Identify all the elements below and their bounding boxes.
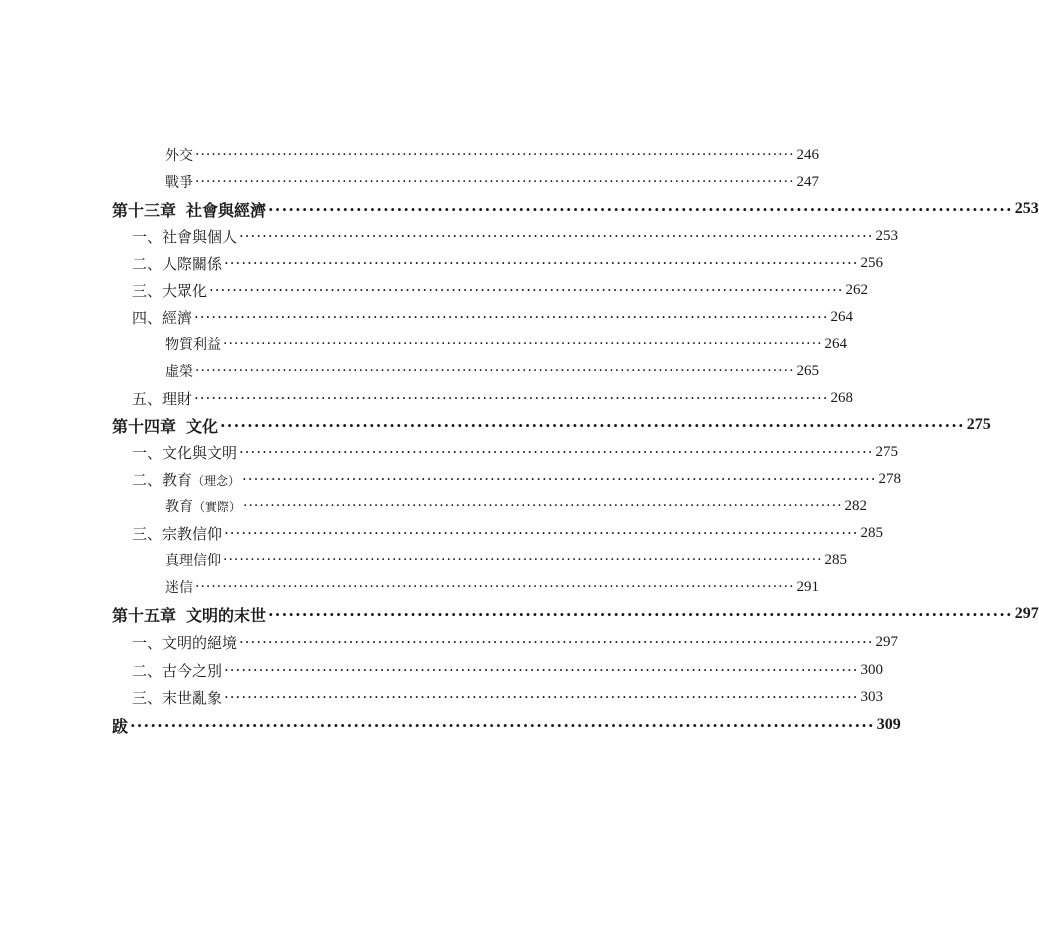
toc-page-number: 278 [878,470,902,487]
toc-entry[interactable] [132,224,899,248]
toc-entry[interactable] [132,521,884,545]
toc-entry[interactable] [165,575,820,599]
dot-leader: ·············································································································· [239,227,874,245]
toc-entry-note: （實際） [193,500,242,514]
toc-entry-title: 教育 [165,499,193,515]
toc-entry[interactable] [132,278,869,302]
chapter-number: 跋 [112,716,129,736]
toc-entry[interactable] [132,658,884,682]
dot-leader: ·············································································································· [223,552,823,568]
toc-entry-label: 三、宗教信仰 [132,524,223,543]
toc-entry-label: 虛榮 [165,364,193,380]
dot-leader: ·············································································································· [220,415,965,435]
dot-leader: ·············································································································· [224,688,859,706]
toc-entry-title: 二、教育 [132,470,193,489]
dot-leader: ·············································································································· [194,389,829,407]
toc-entry[interactable] [165,170,820,194]
toc-page-number: 300 [860,661,884,678]
toc-entry[interactable] [165,548,848,572]
toc-page-number: 262 [845,281,869,298]
toc-chapter-entry[interactable] [112,602,1039,626]
toc-entry-label: 四、經濟 [132,308,193,327]
toc-entry-label: 物質利益 [165,337,221,353]
chapter-number: 第十四章 [112,416,177,436]
toc-entry[interactable] [165,332,848,356]
toc-entry-label: 二、古今之別 [132,661,223,680]
toc-entry-label: 真理信仰 [165,553,221,569]
toc-entry-label: 一、文明的絕境 [132,633,238,652]
toc-entry[interactable] [165,143,820,167]
dot-leader: ·············································································································· [268,199,1013,219]
dot-leader: ·············································································································· [242,470,877,488]
toc-page-number: 256 [860,254,884,271]
toc-entry-label [165,496,241,516]
toc-entry[interactable] [165,494,868,518]
toc-entry[interactable] [165,359,820,383]
dot-leader: ·············································································································· [195,363,795,379]
toc-chapter-entry[interactable] [112,413,991,437]
toc-entry[interactable] [132,685,884,709]
toc-entry[interactable] [132,305,854,329]
toc-page-number: 275 [966,416,991,433]
toc-page-number: 264 [824,335,848,352]
toc-entry[interactable] [132,467,902,491]
dot-leader: ·············································································································· [130,715,875,735]
toc-page-number: 247 [796,173,820,190]
toc-entry[interactable] [132,440,899,464]
toc-page-number: 265 [796,362,820,379]
toc-page-number: 253 [875,227,899,244]
toc-page-number: 246 [796,146,820,163]
toc-chapter-heading [112,603,266,626]
toc-entry-label: 三、末世亂象 [132,688,223,707]
dot-leader: ·············································································································· [195,579,795,595]
chapter-title: 文化 [186,416,219,436]
toc-entry-label: 外交 [165,148,193,164]
toc-page-number: 275 [875,443,899,460]
toc-chapter-entry[interactable] [112,197,1039,221]
toc-page-number: 285 [860,524,884,541]
dot-leader: ·············································································································· [224,524,859,542]
dot-leader: ·············································································································· [268,604,1013,624]
dot-leader: ·············································································································· [243,498,843,514]
toc-page-number: 309 [876,716,901,733]
dot-leader: ·············································································································· [195,147,795,163]
toc-entry-label: 三、大眾化 [132,281,208,300]
dot-leader: ·············································································································· [239,633,874,651]
toc-page-number: 253 [1014,200,1039,217]
toc-entry-label: 戰爭 [165,175,193,191]
dot-leader: ·············································································································· [239,443,874,461]
chapter-number: 第十五章 [112,605,177,625]
dot-leader: ·············································································································· [195,174,795,190]
toc-page-number: 297 [1014,605,1039,622]
toc-entry[interactable] [132,251,884,275]
toc-page-number: 264 [830,308,854,325]
toc-chapter-heading [112,714,128,737]
dot-leader: ·············································································································· [209,281,844,299]
toc-chapter-heading [112,414,218,437]
chapter-title: 社會與經濟 [186,200,267,220]
dot-leader: ·············································································································· [223,336,823,352]
toc-entry[interactable] [132,386,854,410]
dot-leader: ·············································································································· [224,254,859,272]
toc-page-number: 282 [844,497,868,514]
toc-chapter-entry[interactable] [112,713,901,737]
toc-entry-label: 一、文化與文明 [132,443,238,462]
toc-page-number: 297 [875,633,899,650]
toc-entry-label: 二、人際關係 [132,254,223,273]
toc-entry-label: 五、理財 [132,389,193,408]
dot-leader: ·············································································································· [224,661,859,679]
toc-entry-note: （理念） [192,473,241,488]
toc-page-number: 285 [824,551,848,568]
toc-entry-label: 一、社會與個人 [132,227,238,246]
chapter-number: 第十三章 [112,200,177,220]
toc-entry-label: 迷信 [165,580,193,596]
toc-entry-label [132,469,240,490]
toc-page-number: 303 [860,688,884,705]
toc-page-number: 291 [796,578,820,595]
toc-chapter-heading [112,198,266,221]
toc-page-number: 268 [830,389,854,406]
toc-entry[interactable] [132,630,899,654]
chapter-title: 文明的末世 [186,605,267,625]
dot-leader: ·············································································································· [194,308,829,326]
